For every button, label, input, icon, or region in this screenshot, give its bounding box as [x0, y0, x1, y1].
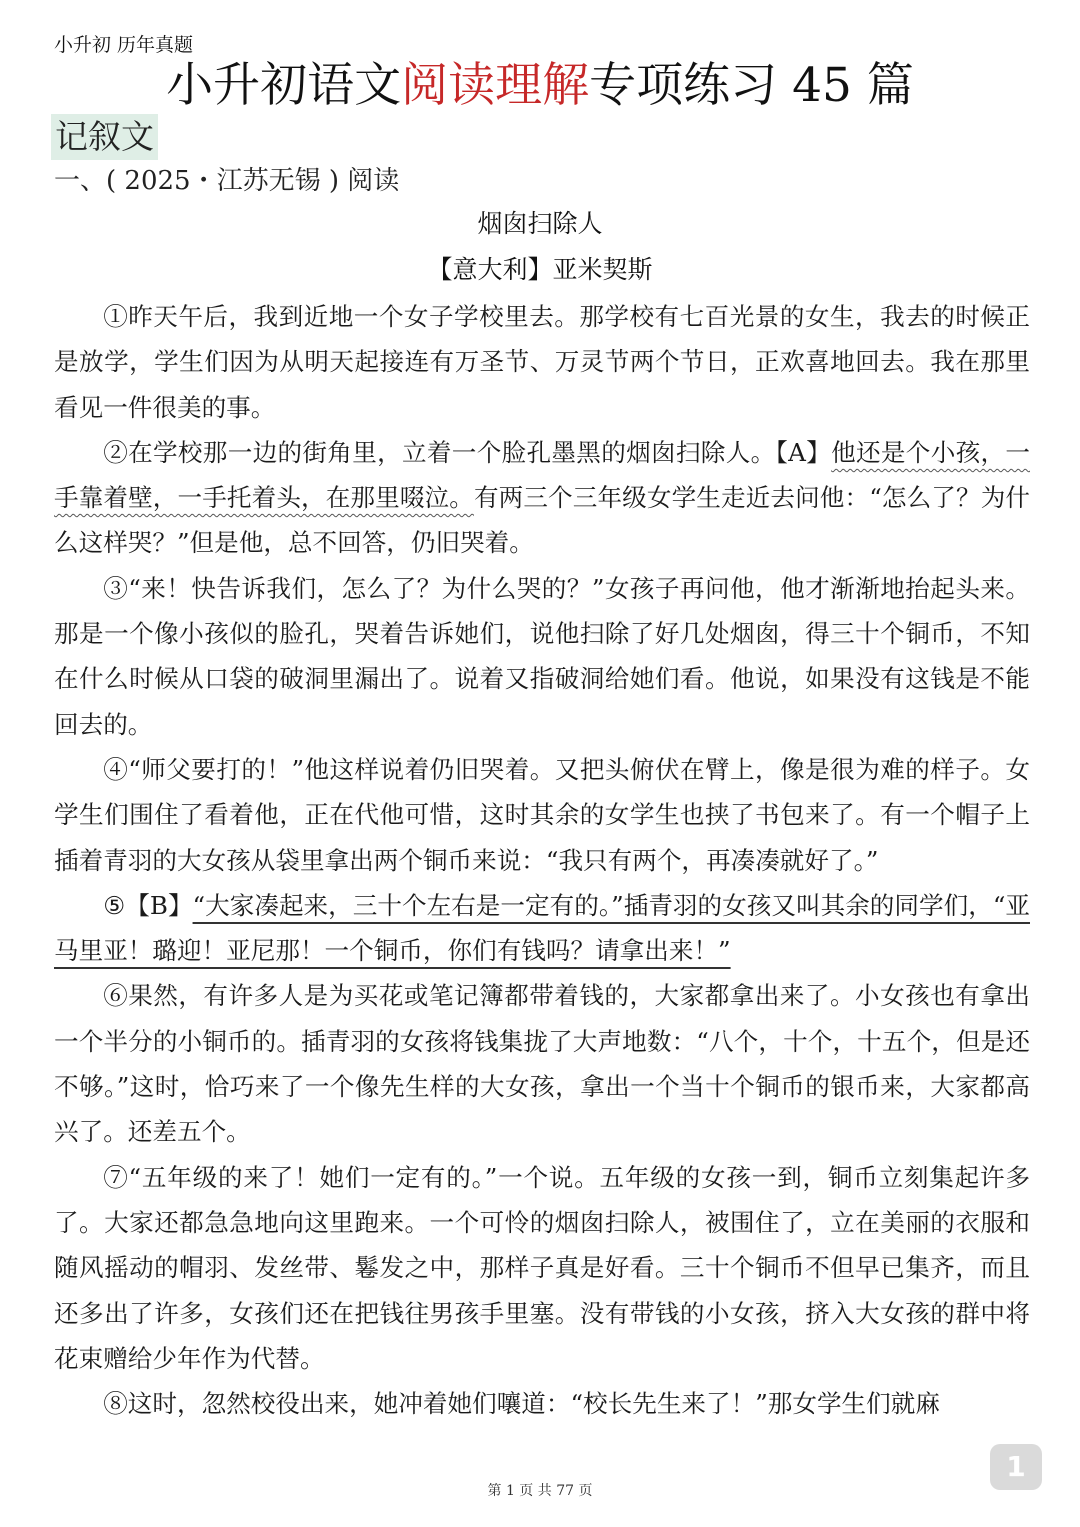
title-part-2: 专项练习 45 篇	[589, 58, 914, 113]
paragraph-4: ④“师父要打的！”他这样说着仍旧哭着。又把头俯伏在臂上，像是很为难的样子。女学生们围住了看着他，正在代他可惜，这时其余的女学生也挟了书包来了。有一个帽子上插着青羽的大女孩从袋里拿出两个铜币来说：“我只有两个，再凑凑就好了。”	[54, 754, 1030, 875]
question-line: 一、( 2025・江苏无锡 ) 阅读	[54, 166, 400, 196]
article-title: 烟囱扫除人	[477, 209, 603, 238]
article-body	[54, 294, 1030, 1426]
page-number-badge[interactable]: 1	[990, 1444, 1042, 1490]
title-part-1: 小升初语文	[166, 58, 402, 113]
wavy-underlined-sentence-a: 他还是个小孩，一手靠着壁，一手托着头，在那里啜泣。	[54, 437, 1030, 513]
header-tag: 小升初 历年真题	[54, 34, 194, 56]
paragraph-8: ⑧这时，忽然校役出来，她冲着她们嚷道：“校长先生来了！”那女学生们就麻	[103, 1389, 940, 1419]
section-label: 记叙文	[51, 114, 158, 160]
page-footer: 第 1 页 共 77 页	[487, 1483, 593, 1499]
paragraph-5-marker: ⑤【B】	[103, 890, 193, 920]
paragraph-3: ③“来！快告诉我们，怎么了？为什么哭的？”女孩子再问他，他才渐渐地抬起头来。那是一个像小孩似的脸孔，哭着告诉她们，说他扫除了好几处烟囱，得三十个铜币，不知在什么时候从口袋的破洞里漏出了。说着又指破洞给她们看。他说，如果没有这钱是不能回去的。	[54, 573, 1030, 739]
paragraph-2-start: ②在学校那一边的街角里，立着一个脸孔墨黑的烟囱扫除人。【A】	[103, 437, 832, 467]
paragraph-1: ①昨天午后，我到近地一个女子学校里去。那学校有七百光景的女生，我去的时候正是放学，学生们因为从明天起接连有万圣节、万灵节两个节日，正欢喜地回去。我在那里看见一件很美的事。	[54, 302, 1030, 422]
paragraph-7: ⑦“五年级的来了！她们一定有的。”一个说。五年级的女孩一到，铜币立刻集起许多了。大家还都急急地向这里跑来。一个可怜的烟囱扫除人，被围住了，立在美丽的衣服和随风摇动的帽羽、发丝带、鬈发之中，那样子真是好看。三十个铜币不但早已集齐，而且还多出了许多，女孩们还在把钱往男孩手里塞。没有带钱的小女孩，挤入大女孩的群中将花束赠给少年作为代替。	[54, 1162, 1030, 1373]
title-accent: 阅读理解	[401, 58, 590, 113]
paragraph-2-end: 有两三个三年级女学生走近去问他：“怎么了？为什么这样哭？”但是他，总不回答，仍旧哭着。	[54, 483, 1030, 558]
paragraph-6: ⑥果然，有许多人是为买花或笔记簿都带着钱的，大家都拿出来了。小女孩也有拿出一个半分的小铜币的。插青羽的女孩将钱集拢了大声地数：“八个，十个，十五个，但是还不够。”这时，恰巧来了一个像先生样的大女孩，拿出一个当十个铜币的银币来，大家都高兴了。还差五个。	[54, 981, 1030, 1147]
article-author: 【意大利】亚米契斯	[427, 255, 653, 284]
paragraph-5	[54, 883, 1030, 974]
page-title	[0, 56, 1080, 116]
underlined-sentence-b: “大家凑起来，三十个左右是一定有的。”插青羽的女孩又叫其余的同学们，“亚马里亚！璐迎！亚尼那！一个铜币，你们有钱吗？请拿出来！”	[54, 890, 1030, 966]
paragraph-2	[54, 430, 1030, 566]
